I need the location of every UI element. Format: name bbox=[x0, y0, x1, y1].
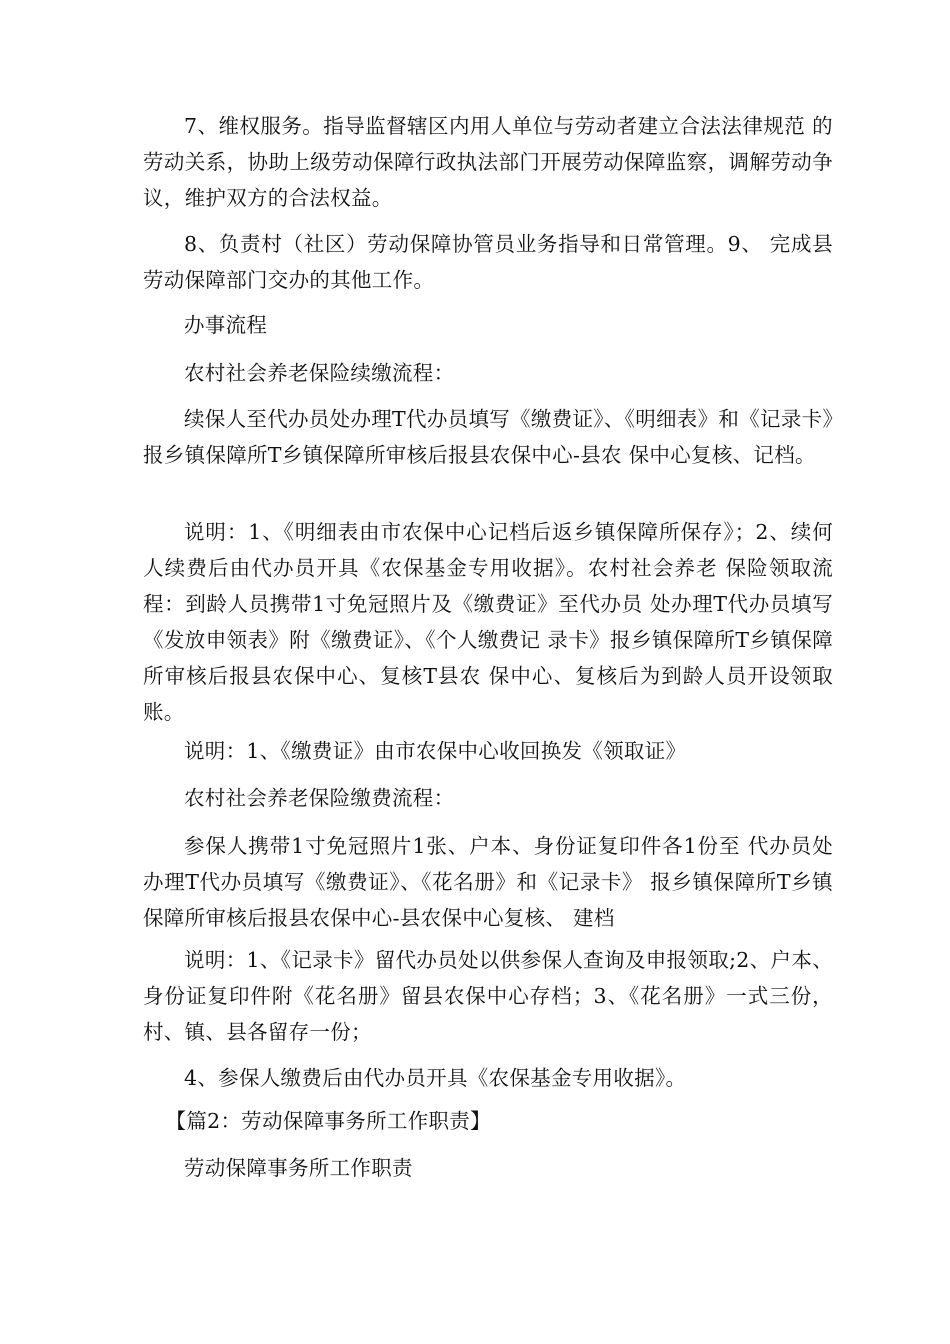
paragraph-rights-service: 7、维权服务。指导监督辖区内用人单位与劳动者建立合法法律规范 的劳动关系，协助上级劳动保障行政执法部门开展劳动保障监察，调解劳动争议，维护双方的合法权益。 bbox=[143, 114, 833, 210]
paragraph-payment-notes: 说明：1、《记录卡》留代办员处以供参保人查询及申报领取;2、户本、身份证复印件附《花名册》留县农保中心存档；3、《花名册》一式三份，村、镇、县各留存一份； bbox=[143, 948, 833, 1044]
heading-payment-process: 农村社会养老保险缴费流程： bbox=[184, 786, 455, 810]
heading-renewal-process: 农村社会养老保险续缴流程： bbox=[184, 361, 455, 385]
paragraph-renewal-notes: 说明：1、《明细表由市农保中心记档后返乡镇保障所保存》；2、续何人续费后由代办员开具《农保基金专用收据》。农村社会养老 保险领取流程：到龄人员携带1寸免冠照片及《缴费证》至代办员 处办理T代办员填写《发放申领表》附《缴费证》、《个人缴费记 录卡》报乡镇保障所T乡镇保障所审核后报县农保中心、复核T县农 保中心、复核后为到龄人员开设领取账。 bbox=[143, 520, 833, 724]
section-title-part2: 【篇2：劳动保障事务所工作职责】 bbox=[165, 1109, 491, 1133]
heading-office-duties: 劳动保障事务所工作职责 bbox=[184, 1156, 413, 1180]
heading-procedures: 办事流程 bbox=[184, 313, 268, 337]
paragraph-receipt-note: 4、参保人缴费后由代办员开具《农保基金专用收据》。 bbox=[184, 1066, 687, 1090]
paragraph-collection-note: 说明：1、《缴费证》由市农保中心收回换发《领取证》 bbox=[184, 739, 687, 763]
paragraph-payment-steps: 参保人携带1寸免冠照片1张、户本、身份证复印件各1份至 代办员处办理T代办员填写《缴费证》、《花名册》和《记录卡》 报乡镇保障所T乡镇保障所审核后报县农保中心-县农保中心复核、 建档 bbox=[143, 834, 833, 930]
paragraph-coordinator-management: 8、负责村（社区）劳动保障协管员业务指导和日常管理。9、 完成县劳动保障部门交办的其他工作。 bbox=[143, 232, 833, 292]
paragraph-renewal-steps: 续保人至代办员处办理T代办员填写《缴费证》、《明细表》和《记录卡》报乡镇保障所T乡镇保障所审核后报县农保中心-县农 保中心复核、记档。 bbox=[143, 407, 833, 467]
